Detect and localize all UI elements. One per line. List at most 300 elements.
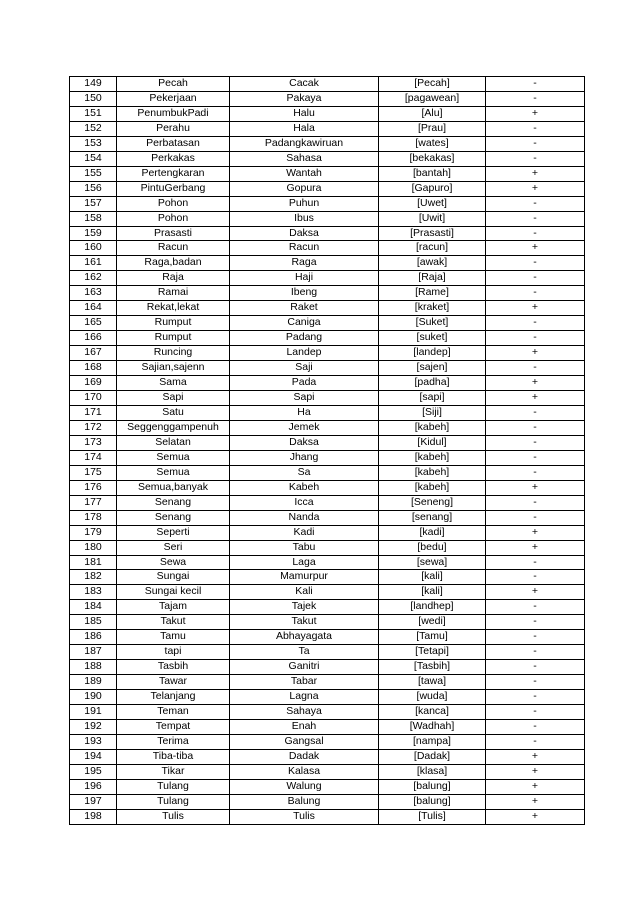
javanese-word-cell: [wedi] — [379, 615, 486, 630]
table-row — [70, 690, 585, 705]
cognate-mark-cell: - — [486, 271, 585, 286]
row-number-cell: 182 — [70, 570, 117, 585]
table-row — [70, 77, 585, 92]
table-row — [70, 779, 585, 794]
indonesian-word-cell: Semua — [117, 465, 230, 480]
cognate-mark-cell: + — [486, 749, 585, 764]
indonesian-word-cell: Seggenggampenuh — [117, 420, 230, 435]
old-javanese-word-cell: Puhun — [230, 196, 379, 211]
indonesian-word-cell: Sewa — [117, 555, 230, 570]
table-row — [70, 585, 585, 600]
old-javanese-word-cell: Hala — [230, 121, 379, 136]
row-number-cell: 161 — [70, 256, 117, 271]
table-row — [70, 435, 585, 450]
indonesian-word-cell: Tamu — [117, 630, 230, 645]
cognate-mark-cell: + — [486, 540, 585, 555]
javanese-word-cell: [Alu] — [379, 106, 486, 121]
row-number-cell: 169 — [70, 376, 117, 391]
row-number-cell: 178 — [70, 510, 117, 525]
old-javanese-word-cell: Lagna — [230, 690, 379, 705]
table-row — [70, 286, 585, 301]
indonesian-word-cell: Tulang — [117, 779, 230, 794]
row-number-cell: 179 — [70, 525, 117, 540]
javanese-word-cell: [sajen] — [379, 361, 486, 376]
indonesian-word-cell: Tikar — [117, 764, 230, 779]
table-row — [70, 630, 585, 645]
indonesian-word-cell: Sungai — [117, 570, 230, 585]
cognate-mark-cell: - — [486, 256, 585, 271]
table-row — [70, 346, 585, 361]
old-javanese-word-cell: Ta — [230, 645, 379, 660]
old-javanese-word-cell: Walung — [230, 779, 379, 794]
indonesian-word-cell: Takut — [117, 615, 230, 630]
row-number-cell: 173 — [70, 435, 117, 450]
old-javanese-word-cell: Cacak — [230, 77, 379, 92]
table-row — [70, 764, 585, 779]
indonesian-word-cell: Tulis — [117, 809, 230, 824]
old-javanese-word-cell: Wantah — [230, 166, 379, 181]
row-number-cell: 188 — [70, 660, 117, 675]
cognate-mark-cell: - — [486, 435, 585, 450]
indonesian-word-cell: Racun — [117, 241, 230, 256]
indonesian-word-cell: Teman — [117, 705, 230, 720]
old-javanese-word-cell: Kali — [230, 585, 379, 600]
indonesian-word-cell: PintuGerbang — [117, 181, 230, 196]
row-number-cell: 189 — [70, 675, 117, 690]
indonesian-word-cell: Semua,banyak — [117, 480, 230, 495]
cognate-mark-cell: - — [486, 705, 585, 720]
javanese-word-cell: [padha] — [379, 376, 486, 391]
old-javanese-word-cell: Sapi — [230, 391, 379, 406]
javanese-word-cell: [kraket] — [379, 301, 486, 316]
table-row — [70, 465, 585, 480]
cognate-mark-cell: - — [486, 91, 585, 106]
old-javanese-word-cell: Tabar — [230, 675, 379, 690]
table-row — [70, 794, 585, 809]
old-javanese-word-cell: Enah — [230, 719, 379, 734]
table-row — [70, 645, 585, 660]
cognate-mark-cell: - — [486, 286, 585, 301]
table-row — [70, 331, 585, 346]
old-javanese-word-cell: Racun — [230, 241, 379, 256]
cognate-mark-cell: - — [486, 660, 585, 675]
table-row — [70, 420, 585, 435]
cognate-mark-cell: + — [486, 301, 585, 316]
indonesian-word-cell: Perahu — [117, 121, 230, 136]
cognate-mark-cell: - — [486, 151, 585, 166]
indonesian-word-cell: Pohon — [117, 196, 230, 211]
table-row — [70, 316, 585, 331]
old-javanese-word-cell: Ganitri — [230, 660, 379, 675]
javanese-word-cell: [Tasbih] — [379, 660, 486, 675]
table-row — [70, 480, 585, 495]
row-number-cell: 191 — [70, 705, 117, 720]
javanese-word-cell: [nampa] — [379, 734, 486, 749]
javanese-word-cell: [Tulis] — [379, 809, 486, 824]
old-javanese-word-cell: Daksa — [230, 226, 379, 241]
javanese-word-cell: [sewa] — [379, 555, 486, 570]
indonesian-word-cell: Raja — [117, 271, 230, 286]
cognate-mark-cell: - — [486, 405, 585, 420]
javanese-word-cell: [tawa] — [379, 675, 486, 690]
old-javanese-word-cell: Gangsal — [230, 734, 379, 749]
indonesian-word-cell: Rumput — [117, 331, 230, 346]
row-number-cell: 151 — [70, 106, 117, 121]
javanese-word-cell: [Tamu] — [379, 630, 486, 645]
javanese-word-cell: [kabeh] — [379, 465, 486, 480]
old-javanese-word-cell: Sahaya — [230, 705, 379, 720]
table-row — [70, 660, 585, 675]
indonesian-word-cell: Raga,badan — [117, 256, 230, 271]
cognate-mark-cell: - — [486, 719, 585, 734]
table-row — [70, 166, 585, 181]
cognate-mark-cell: + — [486, 346, 585, 361]
table-row — [70, 106, 585, 121]
javanese-word-cell: [balung] — [379, 779, 486, 794]
old-javanese-word-cell: Haji — [230, 271, 379, 286]
row-number-cell: 165 — [70, 316, 117, 331]
old-javanese-word-cell: Landep — [230, 346, 379, 361]
cognate-mark-cell: + — [486, 779, 585, 794]
cognate-mark-cell: - — [486, 510, 585, 525]
old-javanese-word-cell: Padang — [230, 331, 379, 346]
old-javanese-word-cell: Pada — [230, 376, 379, 391]
table-row — [70, 271, 585, 286]
table-row — [70, 734, 585, 749]
cognate-mark-cell: + — [486, 241, 585, 256]
indonesian-word-cell: Perkakas — [117, 151, 230, 166]
table-row — [70, 226, 585, 241]
old-javanese-word-cell: Nanda — [230, 510, 379, 525]
row-number-cell: 196 — [70, 779, 117, 794]
row-number-cell: 160 — [70, 241, 117, 256]
indonesian-word-cell: Runcing — [117, 346, 230, 361]
indonesian-word-cell: Seperti — [117, 525, 230, 540]
row-number-cell: 176 — [70, 480, 117, 495]
old-javanese-word-cell: Daksa — [230, 435, 379, 450]
table-row — [70, 181, 585, 196]
cognate-mark-cell: - — [486, 136, 585, 151]
row-number-cell: 195 — [70, 764, 117, 779]
indonesian-word-cell: Tiba-tiba — [117, 749, 230, 764]
cognate-mark-cell: + — [486, 585, 585, 600]
row-number-cell: 185 — [70, 615, 117, 630]
javanese-word-cell: [Seneng] — [379, 495, 486, 510]
table-row — [70, 615, 585, 630]
javanese-word-cell: [kabeh] — [379, 480, 486, 495]
old-javanese-word-cell: Icca — [230, 495, 379, 510]
cognate-mark-cell: - — [486, 555, 585, 570]
cognate-mark-cell: - — [486, 316, 585, 331]
old-javanese-word-cell: Caniga — [230, 316, 379, 331]
javanese-word-cell: [Kidul] — [379, 435, 486, 450]
javanese-word-cell: [Dadak] — [379, 749, 486, 764]
table-row — [70, 376, 585, 391]
indonesian-word-cell: Perbatasan — [117, 136, 230, 151]
javanese-word-cell: [Rame] — [379, 286, 486, 301]
indonesian-word-cell: Selatan — [117, 435, 230, 450]
indonesian-word-cell: Pekerjaan — [117, 91, 230, 106]
table-row — [70, 510, 585, 525]
indonesian-word-cell: Telanjang — [117, 690, 230, 705]
javanese-word-cell: [Uwit] — [379, 211, 486, 226]
row-number-cell: 181 — [70, 555, 117, 570]
javanese-word-cell: [Prau] — [379, 121, 486, 136]
indonesian-word-cell: Terima — [117, 734, 230, 749]
cognate-mark-cell: - — [486, 600, 585, 615]
table-row — [70, 495, 585, 510]
indonesian-word-cell: Seri — [117, 540, 230, 555]
table-row — [70, 540, 585, 555]
row-number-cell: 187 — [70, 645, 117, 660]
old-javanese-word-cell: Halu — [230, 106, 379, 121]
cognate-mark-cell: - — [486, 690, 585, 705]
row-number-cell: 168 — [70, 361, 117, 376]
cognate-mark-cell: + — [486, 376, 585, 391]
row-number-cell: 158 — [70, 211, 117, 226]
old-javanese-word-cell: Jhang — [230, 450, 379, 465]
javanese-word-cell: [senang] — [379, 510, 486, 525]
table-row — [70, 91, 585, 106]
cognate-mark-cell: + — [486, 106, 585, 121]
row-number-cell: 197 — [70, 794, 117, 809]
cognate-mark-cell: - — [486, 465, 585, 480]
javanese-word-cell: [balung] — [379, 794, 486, 809]
old-javanese-word-cell: Mamurpur — [230, 570, 379, 585]
table-row — [70, 719, 585, 734]
old-javanese-word-cell: Sa — [230, 465, 379, 480]
cognate-mark-cell: + — [486, 181, 585, 196]
table-row — [70, 705, 585, 720]
javanese-word-cell: [Prasasti] — [379, 226, 486, 241]
javanese-word-cell: [landep] — [379, 346, 486, 361]
row-number-cell: 156 — [70, 181, 117, 196]
row-number-cell: 152 — [70, 121, 117, 136]
table-row — [70, 241, 585, 256]
row-number-cell: 172 — [70, 420, 117, 435]
javanese-word-cell: [Pecah] — [379, 77, 486, 92]
indonesian-word-cell: Rumput — [117, 316, 230, 331]
cognate-mark-cell: + — [486, 166, 585, 181]
old-javanese-word-cell: Kalasa — [230, 764, 379, 779]
javanese-word-cell: [klasa] — [379, 764, 486, 779]
table-row — [70, 525, 585, 540]
table-row — [70, 809, 585, 824]
row-number-cell: 174 — [70, 450, 117, 465]
table-row — [70, 749, 585, 764]
javanese-word-cell: [Wadhah] — [379, 719, 486, 734]
cognate-mark-cell: - — [486, 420, 585, 435]
old-javanese-word-cell: Ibeng — [230, 286, 379, 301]
old-javanese-word-cell: Pakaya — [230, 91, 379, 106]
row-number-cell: 183 — [70, 585, 117, 600]
javanese-word-cell: [sapi] — [379, 391, 486, 406]
cognate-mark-cell: - — [486, 675, 585, 690]
cognate-mark-cell: + — [486, 480, 585, 495]
cognate-mark-cell: - — [486, 121, 585, 136]
table-row — [70, 256, 585, 271]
row-number-cell: 175 — [70, 465, 117, 480]
table-row — [70, 675, 585, 690]
javanese-word-cell: [bekakas] — [379, 151, 486, 166]
old-javanese-word-cell: Ha — [230, 405, 379, 420]
row-number-cell: 190 — [70, 690, 117, 705]
row-number-cell: 164 — [70, 301, 117, 316]
table-row — [70, 570, 585, 585]
row-number-cell: 198 — [70, 809, 117, 824]
old-javanese-word-cell: Ibus — [230, 211, 379, 226]
javanese-word-cell: [Tetapi] — [379, 645, 486, 660]
indonesian-word-cell: Tawar — [117, 675, 230, 690]
javanese-word-cell: [wates] — [379, 136, 486, 151]
old-javanese-word-cell: Padangkawiruan — [230, 136, 379, 151]
cognate-mark-cell: - — [486, 645, 585, 660]
table-row — [70, 211, 585, 226]
row-number-cell: 157 — [70, 196, 117, 211]
javanese-word-cell: [kabeh] — [379, 420, 486, 435]
old-javanese-word-cell: Raket — [230, 301, 379, 316]
indonesian-word-cell: PenumbukPadi — [117, 106, 230, 121]
javanese-word-cell: [kadi] — [379, 525, 486, 540]
indonesian-word-cell: Sungai kecil — [117, 585, 230, 600]
row-number-cell: 184 — [70, 600, 117, 615]
javanese-word-cell: [wuda] — [379, 690, 486, 705]
old-javanese-word-cell: Takut — [230, 615, 379, 630]
row-number-cell: 193 — [70, 734, 117, 749]
old-javanese-word-cell: Saji — [230, 361, 379, 376]
old-javanese-word-cell: Sahasa — [230, 151, 379, 166]
table-row — [70, 600, 585, 615]
old-javanese-word-cell: Balung — [230, 794, 379, 809]
cognate-mark-cell: - — [486, 196, 585, 211]
indonesian-word-cell: Sama — [117, 376, 230, 391]
old-javanese-word-cell: Dadak — [230, 749, 379, 764]
javanese-word-cell: [racun] — [379, 241, 486, 256]
old-javanese-word-cell: Gopura — [230, 181, 379, 196]
indonesian-word-cell: tapi — [117, 645, 230, 660]
indonesian-word-cell: Rekat,lekat — [117, 301, 230, 316]
cognate-mark-cell: + — [486, 525, 585, 540]
indonesian-word-cell: Sapi — [117, 391, 230, 406]
table-row — [70, 405, 585, 420]
cognate-mark-cell: + — [486, 794, 585, 809]
row-number-cell: 149 — [70, 77, 117, 92]
cognate-mark-cell: + — [486, 764, 585, 779]
indonesian-word-cell: Pecah — [117, 77, 230, 92]
cognate-mark-cell: - — [486, 361, 585, 376]
javanese-word-cell: [Siji] — [379, 405, 486, 420]
cognate-mark-cell: - — [486, 615, 585, 630]
cognate-mark-cell: - — [486, 495, 585, 510]
indonesian-word-cell: Senang — [117, 495, 230, 510]
old-javanese-word-cell: Tajek — [230, 600, 379, 615]
row-number-cell: 177 — [70, 495, 117, 510]
vocabulary-table — [69, 76, 585, 825]
row-number-cell: 166 — [70, 331, 117, 346]
row-number-cell: 167 — [70, 346, 117, 361]
old-javanese-word-cell: Kabeh — [230, 480, 379, 495]
row-number-cell: 163 — [70, 286, 117, 301]
row-number-cell: 153 — [70, 136, 117, 151]
javanese-word-cell: [kabeh] — [379, 450, 486, 465]
javanese-word-cell: [suket] — [379, 331, 486, 346]
javanese-word-cell: [kali] — [379, 585, 486, 600]
javanese-word-cell: [Suket] — [379, 316, 486, 331]
row-number-cell: 186 — [70, 630, 117, 645]
table-row — [70, 361, 585, 376]
indonesian-word-cell: Prasasti — [117, 226, 230, 241]
cognate-mark-cell: - — [486, 570, 585, 585]
table-row — [70, 136, 585, 151]
indonesian-word-cell: Ramai — [117, 286, 230, 301]
row-number-cell: 170 — [70, 391, 117, 406]
old-javanese-word-cell: Abhayagata — [230, 630, 379, 645]
old-javanese-word-cell: Tulis — [230, 809, 379, 824]
indonesian-word-cell: Satu — [117, 405, 230, 420]
javanese-word-cell: [kanca] — [379, 705, 486, 720]
row-number-cell: 154 — [70, 151, 117, 166]
javanese-word-cell: [bantah] — [379, 166, 486, 181]
indonesian-word-cell: Sajian,sajenn — [117, 361, 230, 376]
row-number-cell: 171 — [70, 405, 117, 420]
table-row — [70, 121, 585, 136]
javanese-word-cell: [landhep] — [379, 600, 486, 615]
row-number-cell: 159 — [70, 226, 117, 241]
javanese-word-cell: [Uwet] — [379, 196, 486, 211]
cognate-mark-cell: - — [486, 77, 585, 92]
indonesian-word-cell: Semua — [117, 450, 230, 465]
javanese-word-cell: [awak] — [379, 256, 486, 271]
cognate-mark-cell: + — [486, 391, 585, 406]
cognate-mark-cell: - — [486, 734, 585, 749]
indonesian-word-cell: Tulang — [117, 794, 230, 809]
indonesian-word-cell: Senang — [117, 510, 230, 525]
table-row — [70, 391, 585, 406]
javanese-word-cell: [bedu] — [379, 540, 486, 555]
row-number-cell: 192 — [70, 719, 117, 734]
javanese-word-cell: [Raja] — [379, 271, 486, 286]
row-number-cell: 155 — [70, 166, 117, 181]
old-javanese-word-cell: Raga — [230, 256, 379, 271]
cognate-mark-cell: - — [486, 450, 585, 465]
table-row — [70, 301, 585, 316]
cognate-mark-cell: - — [486, 331, 585, 346]
row-number-cell: 194 — [70, 749, 117, 764]
vocabulary-table-body — [70, 77, 585, 825]
javanese-word-cell: [Gapuro] — [379, 181, 486, 196]
row-number-cell: 162 — [70, 271, 117, 286]
javanese-word-cell: [pagawean] — [379, 91, 486, 106]
old-javanese-word-cell: Laga — [230, 555, 379, 570]
old-javanese-word-cell: Jemek — [230, 420, 379, 435]
cognate-mark-cell: - — [486, 211, 585, 226]
old-javanese-word-cell: Kadi — [230, 525, 379, 540]
javanese-word-cell: [kali] — [379, 570, 486, 585]
cognate-mark-cell: + — [486, 809, 585, 824]
table-row — [70, 450, 585, 465]
indonesian-word-cell: Tajam — [117, 600, 230, 615]
row-number-cell: 150 — [70, 91, 117, 106]
cognate-mark-cell: - — [486, 630, 585, 645]
old-javanese-word-cell: Tabu — [230, 540, 379, 555]
indonesian-word-cell: Pertengkaran — [117, 166, 230, 181]
row-number-cell: 180 — [70, 540, 117, 555]
table-row — [70, 555, 585, 570]
table-row — [70, 196, 585, 211]
table-row — [70, 151, 585, 166]
indonesian-word-cell: Tasbih — [117, 660, 230, 675]
indonesian-word-cell: Pohon — [117, 211, 230, 226]
